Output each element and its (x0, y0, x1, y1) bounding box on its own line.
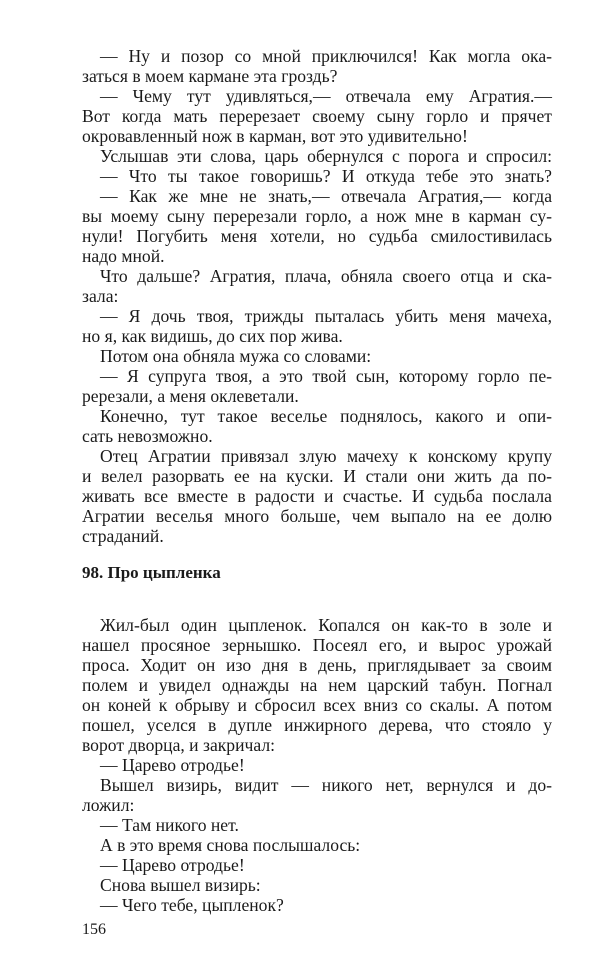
text-line: — Что ты такое говоришь? И откуда тебе это знать? (100, 166, 552, 186)
text-line: — Чему тут удивляться,— отвечала ему Агратия.— (100, 86, 552, 106)
text-line: живать все вместе в радости и счастье. И судьба послала (82, 486, 552, 506)
text-line: Вышел визирь, видит — никого нет, вернулся и до- (100, 775, 552, 795)
text-line: полем и увидел однажды на нем царский табун. Погнал (82, 675, 552, 695)
text-line: — Я дочь твоя, трижды пыталась убить меня мачеха, (100, 306, 552, 326)
text-line: ререзали, а меня оклеветали. (82, 386, 299, 406)
text-line: — Я супруга твоя, а это твой сын, которому горло пе- (100, 366, 552, 386)
text-line: сать невозможно. (82, 426, 213, 446)
text-line: надо мной. (82, 246, 165, 266)
text-line: — Ну и позор со мной приключился! Как могла ока- (100, 46, 552, 66)
text-line: — Как же мне не знать,— отвечала Агратия,— когда (100, 186, 552, 206)
text-line: нули! Погубить меня хотели, но судьба смилостивилась (82, 226, 552, 246)
text-line: ворот дворца, и закричал: (82, 735, 275, 755)
text-line: зала: (82, 286, 119, 306)
text-line: вы моему сыну перерезали горло, а нож мне в карман су- (82, 206, 552, 226)
text-line: он коней к обрыву и сбросил всех вниз со скалы. А потом (82, 695, 552, 715)
text-line: но я, как видишь, до сих пор жива. (82, 326, 343, 346)
text-line: ложил: (82, 795, 135, 815)
text-line: — Царево отродье! (100, 855, 245, 875)
text-line: Снова вышел визирь: (100, 875, 261, 895)
text-line: А в это время снова послышалось: (100, 835, 361, 855)
text-line: нашел просяное зернышко. Посеял его, и вырос урожай (82, 635, 552, 655)
section-title: 98. Про цыпленка (82, 563, 221, 582)
text-line: Что дальше? Агратия, плача, обняла своего отца и ска- (100, 266, 552, 286)
text-line: — Там никого нет. (100, 815, 239, 835)
text-line: Потом она обняла мужа со словами: (100, 346, 372, 366)
text-line: Агратии веселья много больше, чем выпало на ее долю (82, 506, 552, 526)
text-line: проса. Ходит он изо дня в день, приглядывает за своим (82, 655, 552, 675)
page-number: 156 (82, 921, 106, 938)
text-line: — Царево отродье! (100, 755, 245, 775)
text-line: и велел разорвать ее на куски. И стали они жить да по- (82, 466, 552, 486)
text-line: Конечно, тут такое веселье поднялось, какого и опи- (100, 406, 552, 426)
text-line: Вот когда мать перерезает своему сыну горло и прячет (82, 106, 552, 126)
text-line: Жил-был один цыпленок. Копался он как-то в золе и (100, 615, 552, 635)
text-line: заться в моем кармане эта гроздь? (82, 66, 338, 86)
text-line: окровавленный нож в карман, вот это удивительно! (82, 126, 468, 146)
text-line: страданий. (82, 526, 164, 546)
text-line: пошел, уселся в дупле инжирного дерева, что стояло у (82, 715, 552, 735)
text-line: — Чего тебе, цыпленок? (100, 895, 284, 915)
text-line: Отец Агратии привязал злую мачеху к конскому крупу (100, 446, 552, 466)
text-line: Услышав эти слова, царь обернулся с порога и спросил: (100, 146, 552, 166)
